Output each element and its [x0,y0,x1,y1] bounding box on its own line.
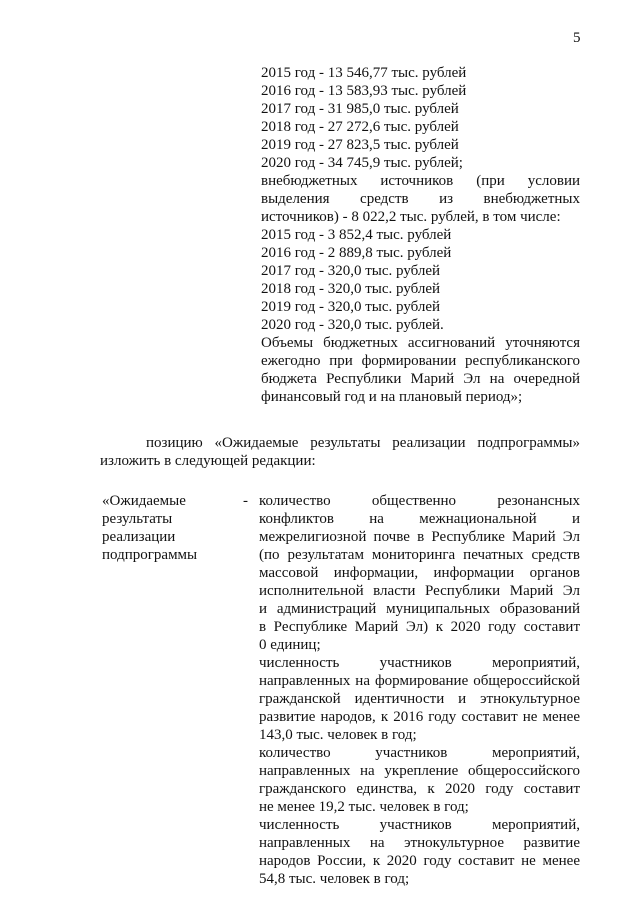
results-text-line: численность участников мероприятий, [259,655,580,671]
extrabudget-year-line: 2015 год - 3 852,4 тыс. рублей [261,227,452,243]
results-text-line: направленных на укрепление общероссийского [259,763,580,779]
results-text-line: 143,0 тыс. человек в год; [259,727,417,743]
budget-year-line: 2018 год - 27 272,6 тыс. рублей [261,119,459,135]
results-text-line: в Республике Марий Эл) к 2020 году составит [259,619,580,635]
row-label-line: подпрограммы [102,547,198,563]
results-text-line: (по результатам мониторинга печатных средств [259,547,580,563]
extrabudget-year-line: 2019 год - 320,0 тыс. рублей [261,299,441,315]
results-text-line: конфликтов на межнациональной и [259,511,580,527]
results-text-line: количество общественно резонансных [259,493,580,509]
results-text-line: межрелигиозной почве в Республике Марий Эл [259,529,580,545]
results-text-line: массовой информации, информации органов [259,565,580,581]
page-number: 5 [573,30,581,46]
row-label-line: реализации [102,529,176,545]
results-text-line: 0 единиц; [259,637,321,653]
adjustment-text-line: бюджета Республики Марий Эл на очередной [261,371,580,387]
budget-year-line: 2017 год - 31 985,0 тыс. рублей [261,101,459,117]
extrabudget-text-line: внебюджетных источников (при условии [261,173,580,189]
position-text-line: позицию «Ожидаемые результаты реализации подпрограммы» [146,435,580,451]
results-text-line: количество участников мероприятий, [259,745,580,761]
position-text-line: изложить в следующей редакции: [100,453,316,469]
label-dash: - [243,493,248,509]
results-text-line: развитие народов, к 2016 году составит не менее [259,709,580,725]
results-text-line: народов России, к 2020 году составит не менее [259,853,580,869]
adjustment-text-line: ежегодно при формировании республиканского [261,353,580,369]
results-text-line: исполнительной власти Республики Марий Эл [259,583,580,599]
extrabudget-year-line: 2017 год - 320,0 тыс. рублей [261,263,441,279]
budget-year-line: 2015 год - 13 546,77 тыс. рублей [261,65,467,81]
results-text-line: гражданской идентичности и этнокультурное [259,691,580,707]
budget-year-line: 2016 год - 13 583,93 тыс. рублей [261,83,467,99]
results-text-line: направленных на этнокультурное развитие [259,835,580,851]
results-text-line: не менее 19,2 тыс. человек в год; [259,799,469,815]
results-text-line: численность участников мероприятий, [259,817,580,833]
budget-year-line: 2020 год - 34 745,9 тыс. рублей; [261,155,463,171]
extrabudget-text-line: выделения средств из внебюджетных [261,191,580,207]
budget-year-line: 2019 год - 27 823,5 тыс. рублей [261,137,459,153]
row-label-line: «Ожидаемые [102,493,186,509]
extrabudget-year-line: 2018 год - 320,0 тыс. рублей [261,281,441,297]
row-label-line: результаты [102,511,173,527]
extrabudget-year-line: 2016 год - 2 889,8 тыс. рублей [261,245,452,261]
adjustment-text-line: финансовый год и на плановый период»; [261,389,523,405]
extrabudget-text-line: источников) - 8 022,2 тыс. рублей, в том числе: [261,209,561,225]
results-text-line: гражданского единства, к 2020 году составит [259,781,580,797]
results-text-line: и администраций муниципальных образований [259,601,580,617]
extrabudget-year-line: 2020 год - 320,0 тыс. рублей. [261,317,444,333]
results-text-line: 54,8 тыс. человек в год; [259,871,410,887]
adjustment-text-line: Объемы бюджетных ассигнований уточняются [261,335,580,351]
results-text-line: направленных на формирование общероссийской [259,673,580,689]
